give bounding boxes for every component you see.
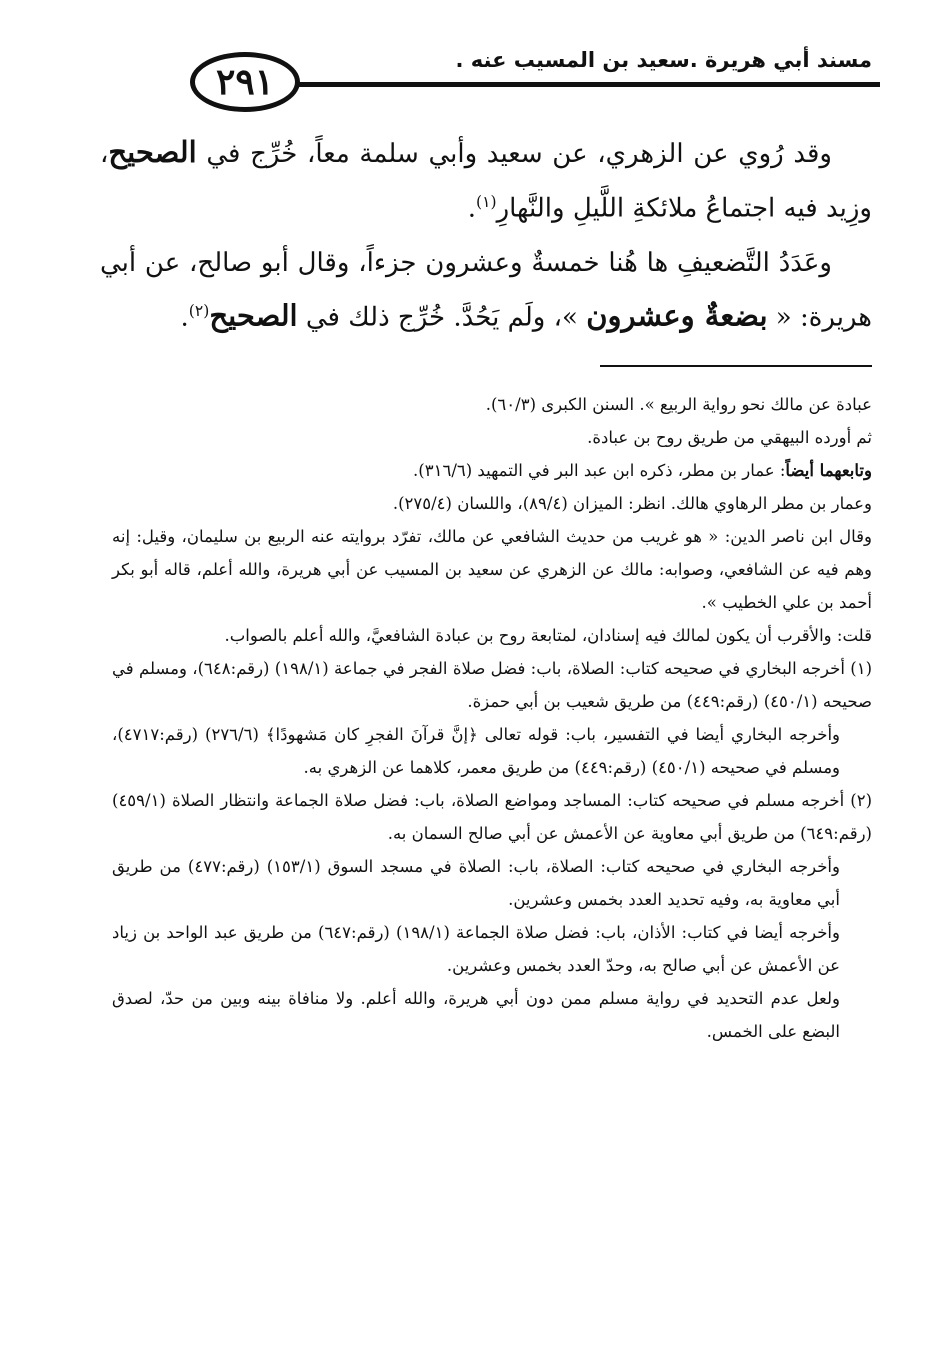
paragraph-1 [100, 128, 872, 233]
footnote-1: (١) أخرجه البخاري في صحيحه كتاب: الصلاة، باب: فضل صلاة الفجر في جماعة (١٩٨/١) (رقم:٦٤٨)، ومسلم في صحيحه (٤٥٠/١) (رقم:٤٤٩) من طريق شعيب بن أبي حمزة. [112, 659, 873, 711]
footnote-line: قلت: والأقرب أن يكون لمالك فيه إسنادان، لمتابعة روح بن عبادة الشافعيَّ، والله أعلم بالصواب. [224, 626, 872, 645]
footnote-2: (٢) أخرجه مسلم في صحيحه كتاب: المساجد ومواضع الصلاة، باب: فضل صلاة الجماعة وانتظار الصلاة (٤٥٩/١) (رقم:٦٤٩) من طريق أبي معاوية عن الأعمش عن أبي صالح السمان به. [112, 791, 872, 843]
header-rule [275, 82, 880, 87]
footnote-ref-2: (٢) [188, 301, 210, 320]
footnote-ref-1: (١) [476, 193, 497, 211]
p2-end: . [180, 302, 189, 333]
footnote-1-cont: وأخرجه البخاري أيضا في التفسير، باب: قوله تعالى ﴿إنَّ قرآنَ الفجرِ كان مَشهودًا﴾ (٢٧٦/٦) (رقم:٤٧١٧)، ومسلم في صحيحه (٤٥٠/١) (رقم:٤٤٩) من طريق معمر، كلاهما عن الزهري به. [112, 725, 841, 777]
footnote-2-cont: وأخرجه البخاري في صحيحه كتاب: الصلاة، باب: الصلاة في مسجد السوق (١٥٣/١) (رقم:٤٧٧) من طريق أبي معاوية به، وفيه تحديد العدد بخمس وعشرين. [112, 857, 840, 909]
p1-text2: ، وزِيد فيه اجتماعُ ملائكةِ اللَّيلِ والنَّهارِ [100, 139, 872, 224]
page-number: ٢٩١ [190, 52, 300, 112]
footnote-2-cont: ولعل عدم التحديد في رواية مسلم ممن دون أبي هريرة، والله أعلم. ولا منافاة بينه وبين من حدّ، لصدق البضع على الخمس. [112, 989, 840, 1041]
p1-end: . [467, 193, 476, 224]
footnote-text: : عمار بن مطر، ذكره ابن عبد البر في التمهيد (٣١٦/٦). [413, 461, 786, 480]
footnote-line: عبادة عن مالك نحو رواية الربيع ». السنن الكبرى (٦٠/٣). [485, 395, 872, 414]
p2-text2: »، ولَم يَحُدَّ. خُرِّج ذلك في [297, 302, 587, 333]
footnote-line: ثم أورده البيهقي من طريق روح بن عبادة. [587, 428, 872, 447]
p2-text: وعَدَدُ التَّضعيفِ ها هُنا خمسةٌ وعشرون جزءاً، وقال أبو صالح، عن أبي هريرة: « [100, 247, 872, 333]
p1-bold: الصحيح [108, 135, 197, 169]
footnote-bold: وتابعهما أيضاً [785, 461, 872, 480]
footnote-line: وعمار بن مطر الرهاوي هالك. انظر: الميزان (٨٩/٤)، واللسان (٢٧٥/٤). [392, 494, 872, 513]
footnote-line: وقال ابن ناصر الدين: « هو غريب من حديث الشافعي عن مالك، تفرّد بروايته عنه الربيع بن سليمان، وقيل: إنه وهم فيه عن الشافعي، وصوابه: مالك عن الزهري عن سعيد بن المسيب عن أبي هريرة، والله أعلم، قاله أبو بكر أحمد بن علي الخطيب ». [112, 527, 872, 612]
paragraph-2 [100, 239, 872, 342]
p2-bold2: الصحيح [209, 298, 298, 333]
page-header [190, 40, 880, 103]
running-title: مسند أبي هريرة .سعيد بن المسيب عنه . [455, 48, 872, 72]
footnote-separator [600, 365, 872, 367]
footnotes [112, 388, 872, 1048]
p1-text: وقد رُوي عن الزهري، عن سعيد وأبي سلمة معاً، خُرِّج في [196, 139, 832, 169]
main-text [100, 128, 872, 347]
p2-bold: بضعةٌ وعشرون [586, 298, 768, 333]
footnote-2-cont: وأخرجه أيضا في كتاب: الأذان، باب: فضل صلاة الجماعة (١٩٨/١) (رقم:٦٤٧) من طريق عبد الواحد بن زياد عن الأعمش عن أبي صالح به، وحدّ العدد بخمس وعشرين. [112, 923, 840, 975]
footnote-line [112, 454, 872, 487]
